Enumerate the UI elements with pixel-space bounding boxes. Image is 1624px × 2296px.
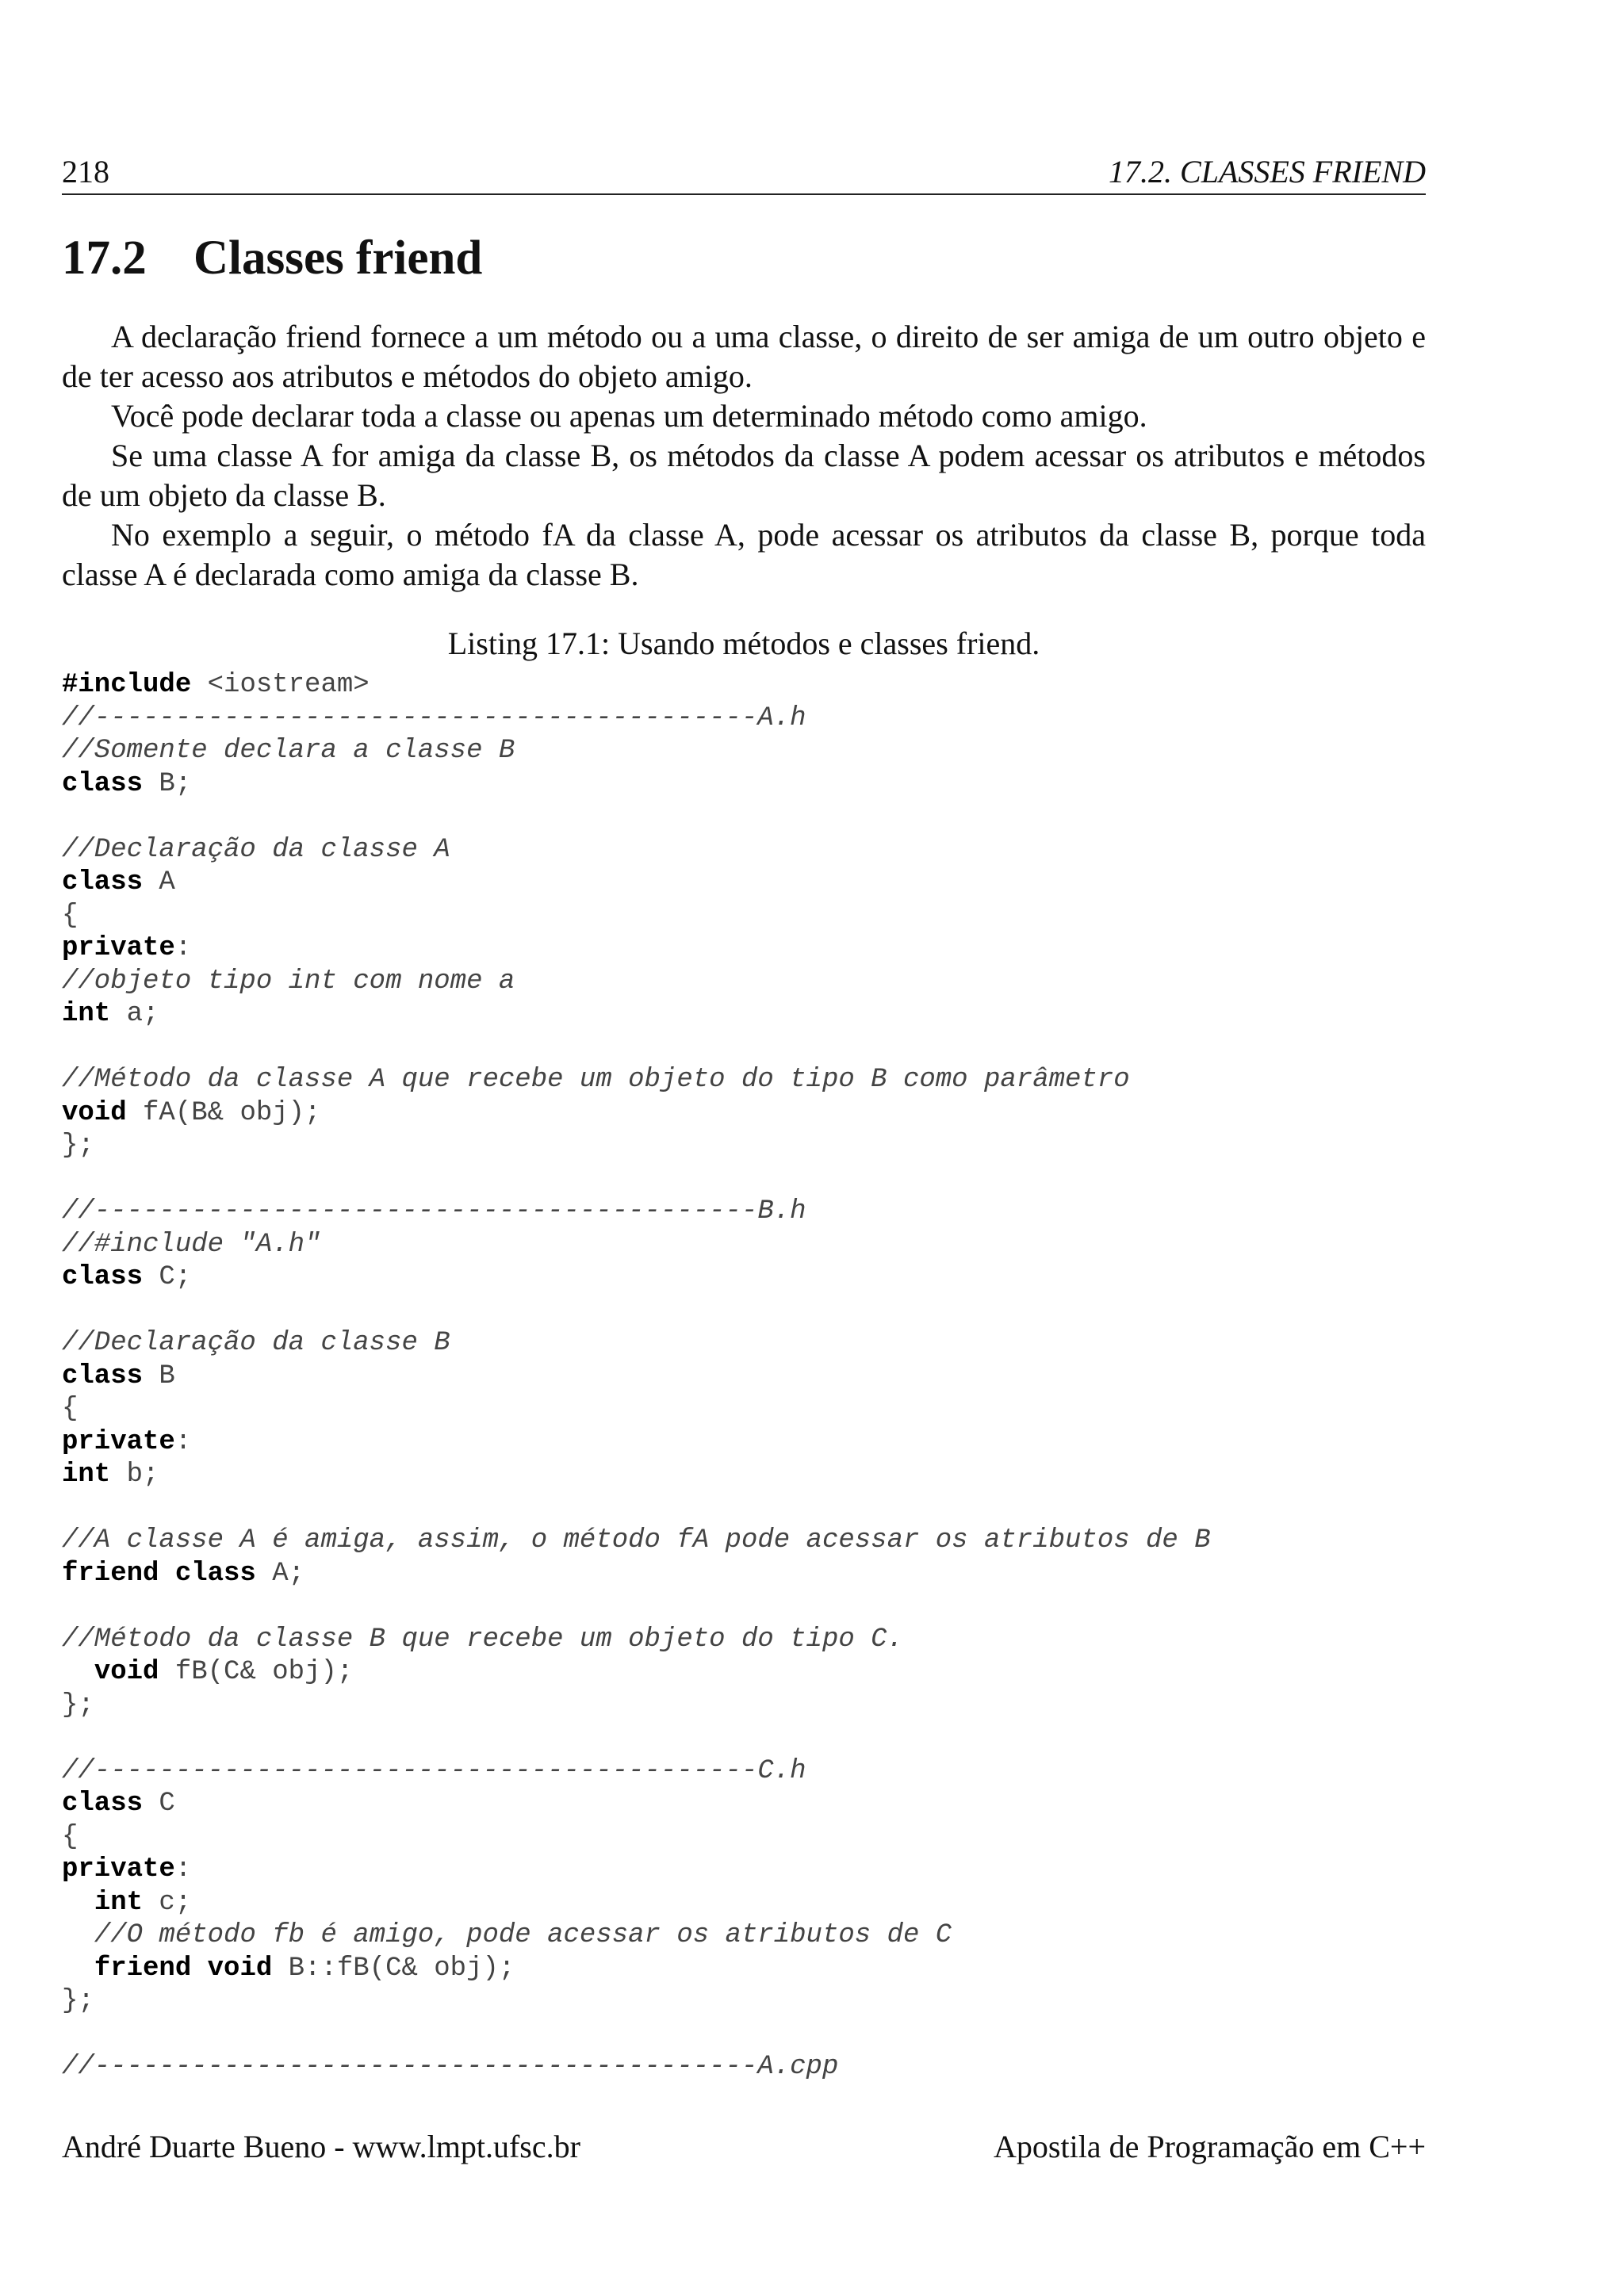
listing-caption: Listing 17.1: Usando métodos e classes friend.	[447, 626, 1040, 661]
code-text: B	[143, 1360, 175, 1391]
code-line	[62, 932, 1426, 966]
code-line	[62, 867, 1426, 900]
code-text: {	[62, 1394, 79, 1424]
code-text: A;	[255, 1558, 305, 1589]
code-keyword: int	[94, 1887, 144, 1918]
code-line	[62, 1031, 1426, 1065]
footer-author: André Duarte Bueno - www.lmpt.ufsc.br	[62, 2129, 580, 2164]
code-line	[62, 2051, 1426, 2084]
code-text	[62, 1920, 94, 1950]
code-line	[62, 998, 1426, 1031]
document-page	[62, 0, 1426, 2296]
code-text: };	[62, 1131, 94, 1161]
section-number: 17.2	[62, 232, 147, 285]
code-line	[62, 1295, 1426, 1328]
code-text: };	[62, 1689, 94, 1720]
code-text: :	[174, 1426, 192, 1457]
code-text: {	[62, 1821, 79, 1852]
code-keyword: friend void	[94, 1953, 273, 1984]
code-line	[62, 702, 1426, 736]
paragraph: Se uma classe A for amiga da classe B, os métodos da classe A podem acessar os atributos e métodos de um objeto da classe B.	[62, 438, 1426, 513]
code-text: :	[174, 1854, 192, 1885]
code-line	[62, 735, 1426, 768]
code-comment: //-----------------------------------------B.h	[62, 1196, 806, 1226]
code-keyword: class	[62, 867, 144, 897]
code-keyword: class	[62, 1262, 144, 1292]
code-line	[62, 1919, 1426, 1953]
code-line	[62, 1229, 1426, 1262]
code-comment: //objeto tipo int com nome a	[62, 966, 515, 997]
code-text	[62, 1888, 94, 1918]
section-heading	[62, 228, 482, 289]
code-line	[62, 1755, 1426, 1789]
code-comment: //Método da classe B que recebe um objeto do tipo C.	[62, 1624, 903, 1655]
code-text: fA(B& obj);	[126, 1097, 321, 1128]
code-keyword: friend class	[62, 1558, 256, 1589]
code-keyword: class	[62, 768, 144, 799]
code-keyword: void	[62, 1097, 127, 1128]
code-line	[62, 1722, 1426, 1755]
code-text: c;	[143, 1887, 192, 1918]
code-line	[62, 669, 1426, 702]
code-text: b;	[110, 1460, 159, 1490]
code-text: <iostream>	[191, 670, 370, 700]
chapter-title: 17.2. CLASSES FRIEND	[1109, 154, 1426, 189]
code-listing	[62, 669, 1426, 2084]
code-text: B;	[143, 768, 192, 799]
code-line	[62, 1163, 1426, 1196]
code-text: };	[62, 1986, 94, 2016]
code-keyword: #include	[62, 670, 192, 700]
code-comment: //-----------------------------------------A.cpp	[62, 2052, 839, 2082]
paragraph: A declaração friend fornece a um método ou a uma classe, o direito de ser amiga de um outro objeto e de ter acesso aos atributos e métodos do objeto amigo.	[62, 319, 1426, 394]
code-comment: //O método fb é amigo, pode acessar os atributos de C	[94, 1920, 952, 1950]
code-line	[62, 1558, 1426, 1591]
code-keyword: int	[62, 1460, 111, 1490]
code-line	[62, 1854, 1426, 1887]
code-comment: //Declaração da classe A	[62, 834, 450, 865]
code-keyword: private	[62, 1426, 175, 1457]
code-text: B::fB(C& obj);	[272, 1953, 515, 1984]
code-text: A	[143, 867, 175, 897]
code-line	[62, 1525, 1426, 1558]
code-text	[62, 1954, 94, 1984]
code-line	[62, 1360, 1426, 1394]
code-text: C	[143, 1789, 175, 1819]
running-footer	[62, 2126, 1426, 2168]
code-text	[62, 1657, 94, 1687]
code-text: fB(C& obj);	[159, 1657, 354, 1687]
code-line	[62, 1953, 1426, 1986]
code-comment: //A classe A é amiga, assim, o método fA pode acessar os atributos de B	[62, 1525, 1211, 1556]
code-line	[62, 1097, 1426, 1131]
code-line	[62, 1064, 1426, 1097]
code-line	[62, 1821, 1426, 1854]
code-keyword: class	[62, 1789, 144, 1819]
code-line	[62, 1196, 1426, 1229]
body-text	[62, 317, 1426, 595]
code-keyword: private	[62, 1854, 175, 1885]
paragraph: Você pode declarar toda a classe ou apenas um determinado método como amigo.	[111, 398, 1147, 434]
code-comment: //Somente declara a classe B	[62, 736, 515, 766]
code-line	[62, 2019, 1426, 2052]
code-line	[62, 1985, 1426, 2019]
paragraph: No exemplo a seguir, o método fA da classe A, pode acessar os atributos da classe B, porque toda classe A é declarada como amiga da classe B.	[62, 517, 1426, 592]
footer-book-title: Apostila de Programação em C++	[994, 2129, 1426, 2164]
code-comment: //-----------------------------------------C.h	[62, 1755, 806, 1786]
code-line	[62, 1459, 1426, 1492]
code-line	[62, 768, 1426, 802]
code-line	[62, 1492, 1426, 1525]
code-line	[62, 1327, 1426, 1360]
code-text: :	[174, 933, 192, 963]
code-line	[62, 1788, 1426, 1821]
code-keyword: private	[62, 933, 175, 963]
code-text: a;	[110, 999, 159, 1029]
code-line	[62, 966, 1426, 999]
code-line	[62, 900, 1426, 933]
code-line	[62, 1590, 1426, 1624]
code-line	[62, 1624, 1426, 1657]
code-comment: //Declaração da classe B	[62, 1328, 450, 1358]
code-text: C;	[143, 1262, 192, 1292]
code-line	[62, 1426, 1426, 1460]
code-line	[62, 1656, 1426, 1689]
code-comment: //-----------------------------------------A.h	[62, 702, 806, 733]
code-line	[62, 1887, 1426, 1920]
page-number: 218	[62, 154, 109, 189]
section-title: Classes friend	[193, 232, 483, 285]
code-comment: //#include "A.h"	[62, 1229, 321, 1260]
code-keyword: class	[62, 1360, 144, 1391]
code-line	[62, 1130, 1426, 1163]
code-line	[62, 1261, 1426, 1295]
code-line	[62, 1689, 1426, 1723]
code-keyword: void	[94, 1657, 159, 1687]
code-line	[62, 1393, 1426, 1426]
code-text: {	[62, 900, 79, 931]
code-keyword: int	[62, 999, 111, 1029]
code-line	[62, 801, 1426, 834]
code-line	[62, 834, 1426, 867]
running-header	[62, 149, 1426, 195]
code-comment: //Método da classe A que recebe um objeto do tipo B como parâmetro	[62, 1065, 1130, 1095]
